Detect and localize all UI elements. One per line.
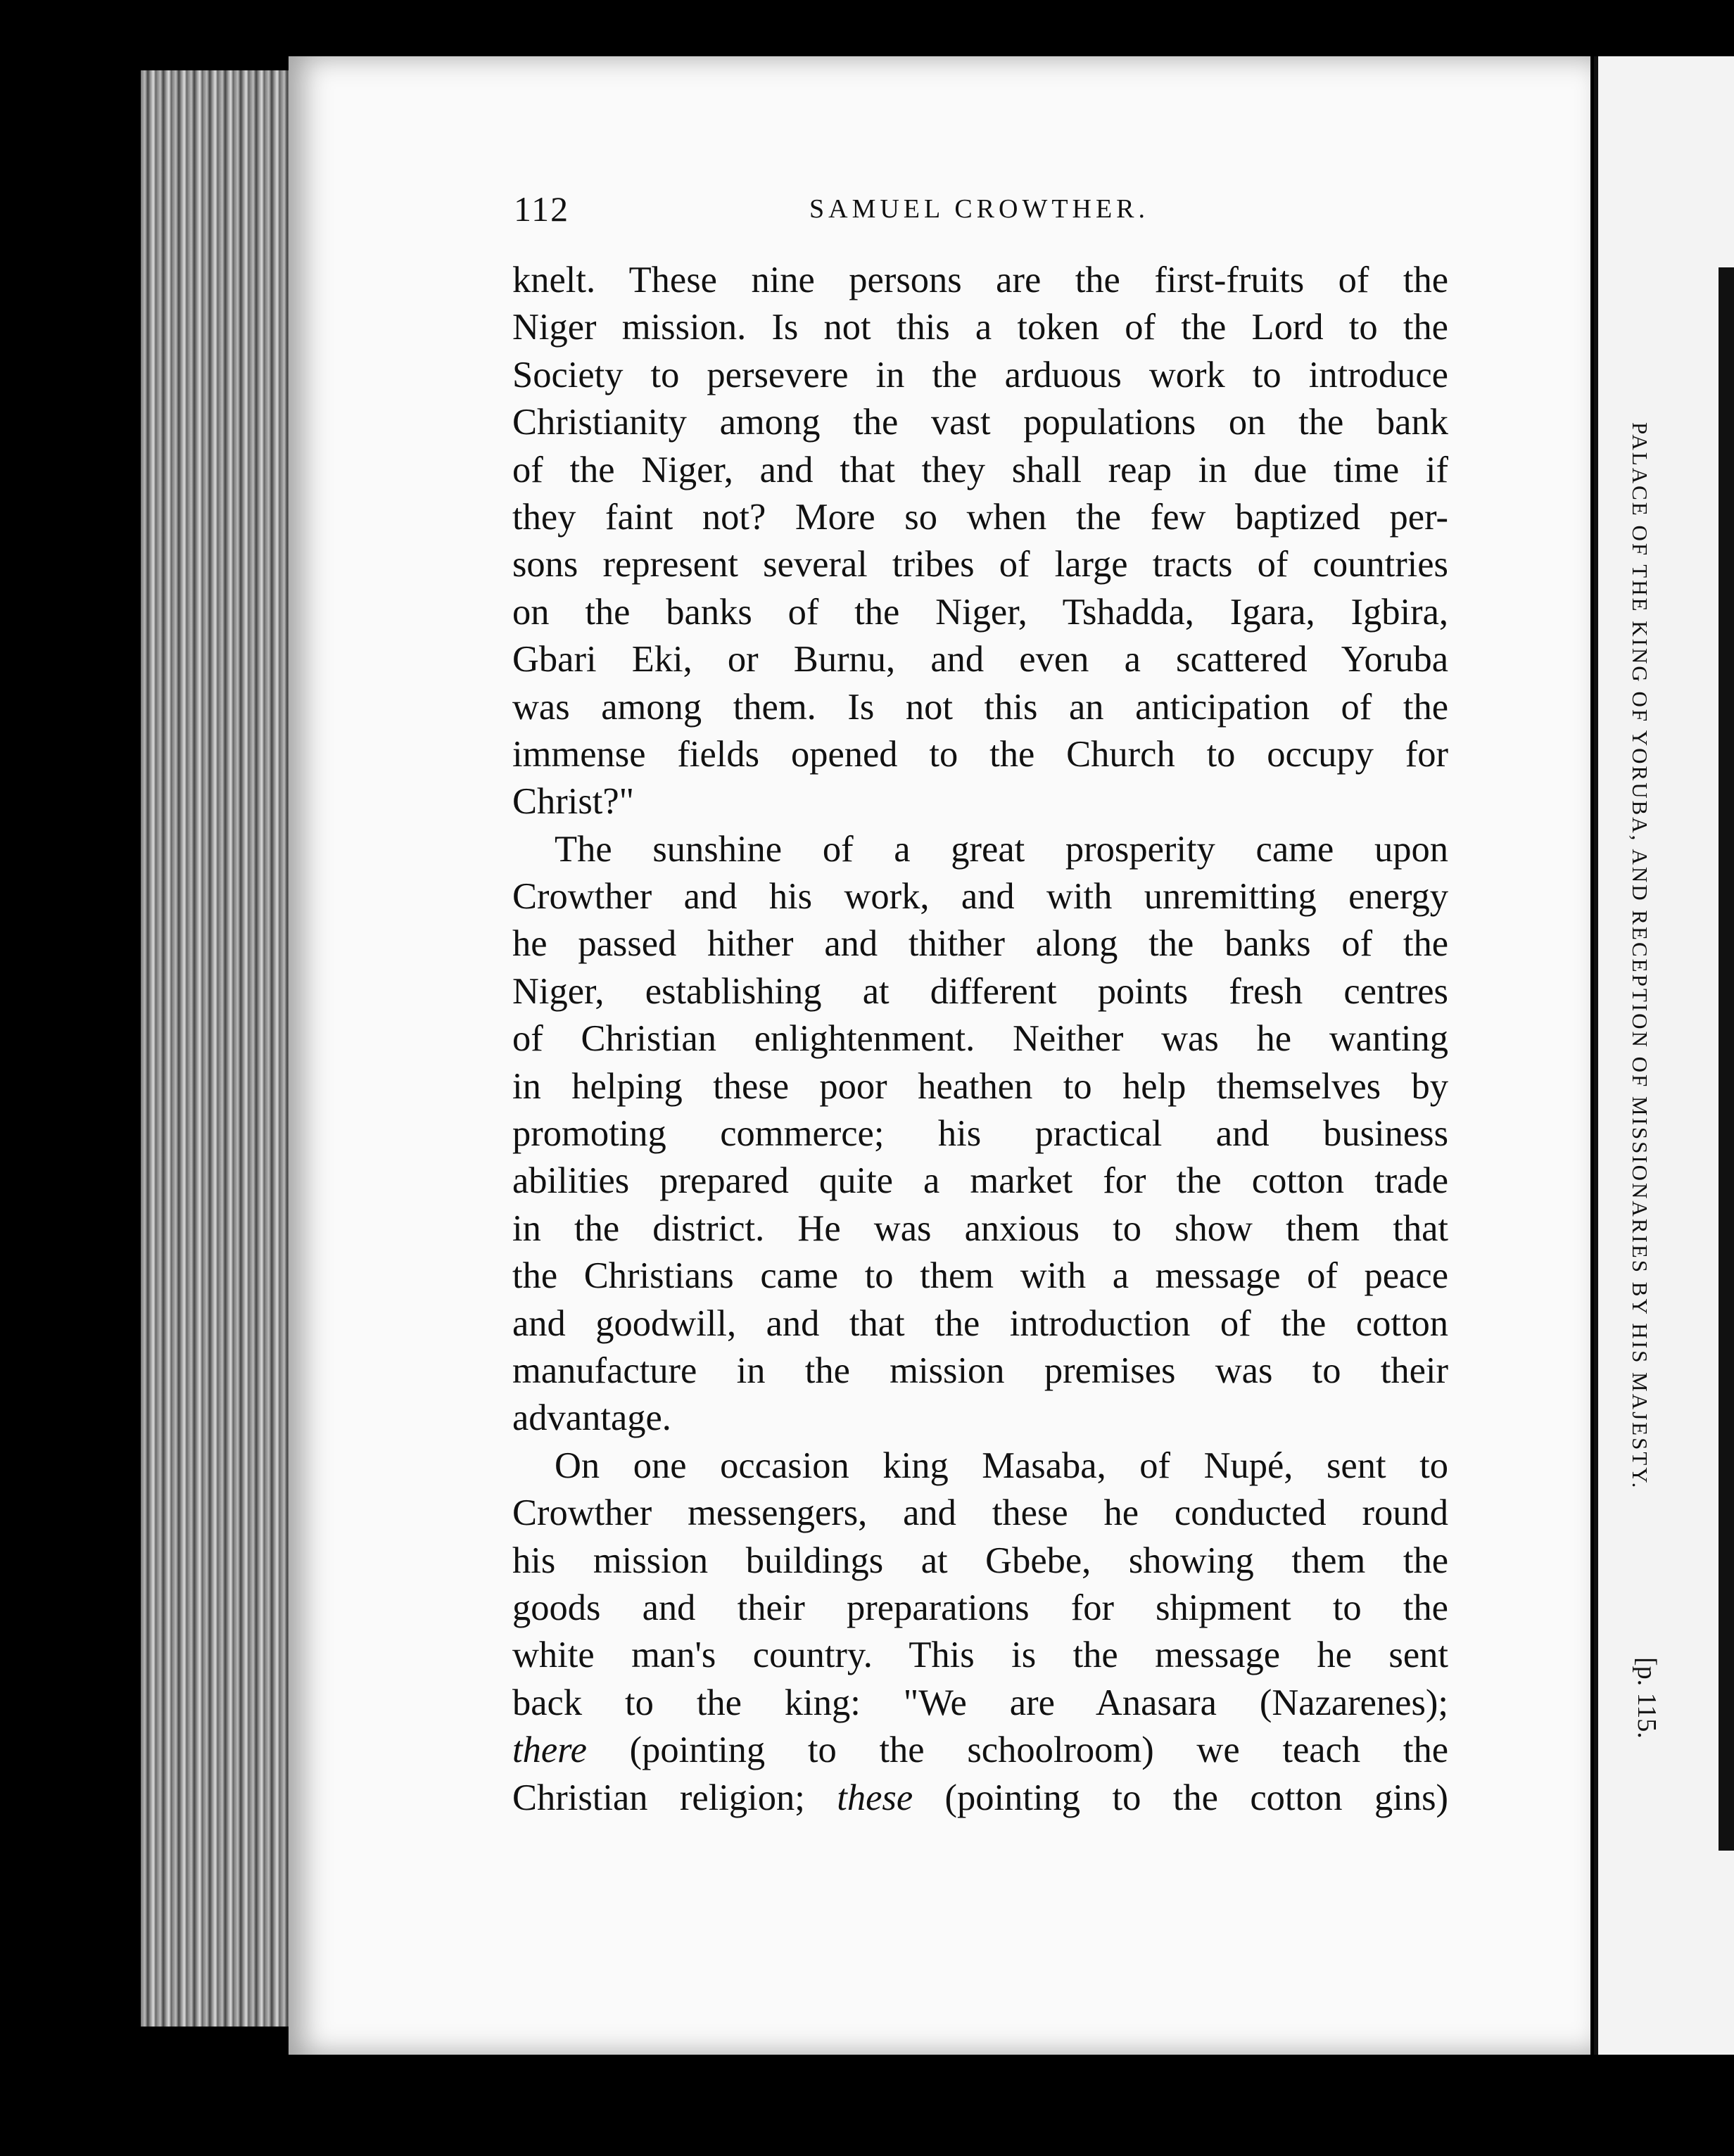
text-line: [512, 1775, 1448, 1822]
body-text: [512, 257, 1448, 1822]
text-line: Christianity among the vast populations on the bank: [512, 402, 1448, 443]
text-line: goods and their preparations for shipment to the: [512, 1587, 1448, 1628]
text-line: promoting commerce; his practical and business: [512, 1113, 1448, 1155]
text-line: his mission buildings at Gbebe, showing them the: [512, 1540, 1448, 1581]
facing-page: [1594, 56, 1734, 2055]
text-line: On one occasion king Masaba, of Nupé, sent to: [555, 1445, 1448, 1486]
emphasis-these: these: [837, 1777, 913, 1818]
plate-edge: [1719, 267, 1734, 1851]
running-title: SAMUEL CROWTHER.: [809, 194, 1150, 224]
text-line: of Christian enlightenment. Neither was he wanting: [512, 1018, 1448, 1060]
text-line: The sunshine of a great prosperity came upon: [555, 828, 1448, 870]
text-line: was among them. Is not this an anticipation of the: [512, 686, 1448, 728]
text-line: in the district. He was anxious to show them that: [512, 1207, 1448, 1249]
text-line: of the Niger, and that they shall reap in due time if: [512, 449, 1448, 490]
text-line: Niger mission. Is not this a token of the Lord to the: [512, 307, 1448, 348]
text-line: advantage.: [512, 1397, 671, 1439]
text-line: in helping these poor heathen to help themselves by: [512, 1065, 1448, 1107]
text-line: back to the king: "We are Anasara (Nazarenes);: [512, 1682, 1448, 1723]
text-line: knelt. These nine persons are the first-fruits of the: [512, 260, 1448, 300]
text-line: Christ?": [512, 781, 635, 823]
text-line: Crowther and his work, and with unremitting energy: [512, 876, 1448, 918]
book-page-edges: [141, 70, 303, 2027]
text-line: abilities prepared quite a market for the cotton trade: [512, 1160, 1448, 1202]
text-line: Crowther messengers, and these he conducted round: [512, 1492, 1448, 1534]
text-fragment: (pointing to the schoolroom) we teach the: [586, 1730, 1448, 1771]
text-line: he passed hither and thither along the banks of the: [512, 923, 1448, 965]
text-line: manufacture in the mission premises was to their: [512, 1350, 1448, 1391]
plate-caption: PALACE OF THE KING OF YORUBA, AND RECEPTION OF MISSIONARIES BY HIS MAJESTY.: [1628, 422, 1652, 1490]
text-line: immense fields opened to the Church to occupy for: [512, 733, 1448, 775]
text-line: [512, 1727, 1448, 1774]
text-line: Society to persevere in the arduous work to introduce: [512, 354, 1448, 395]
text-line: white man's country. This is the message he sent: [512, 1635, 1448, 1676]
text-line: and goodwill, and that the introduction of the cotton: [512, 1302, 1448, 1344]
page-gutter-divider: [1594, 56, 1598, 2055]
text-line: they faint not? More so when the few baptized per-: [512, 496, 1448, 538]
text-fragment: (pointing to the cotton gins): [913, 1777, 1448, 1818]
text-fragment: Christian religion;: [512, 1777, 837, 1818]
text-line: Gbari Eki, or Burnu, and even a scattered Yoruba: [512, 639, 1448, 680]
emphasis-there: there: [512, 1730, 587, 1771]
page-number: 112: [514, 189, 570, 229]
plate-page-reference: [p. 115.: [1632, 1657, 1662, 1739]
text-line: Niger, establishing at different points fresh centres: [512, 970, 1448, 1012]
text-line: on the banks of the Niger, Tshadda, Igara, Igbira,: [512, 591, 1448, 633]
text-line: the Christians came to them with a message of peace: [512, 1255, 1448, 1297]
text-line: sons represent several tribes of large tracts of countries: [512, 544, 1448, 585]
